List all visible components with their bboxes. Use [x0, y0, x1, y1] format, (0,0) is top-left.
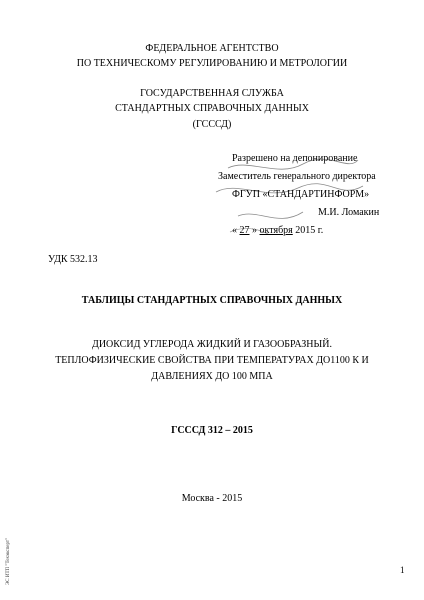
date-month: октября: [259, 225, 293, 236]
city-year: Москва - 2015: [181, 493, 243, 504]
service-line-1: ГОСУДАРСТВЕННАЯ СЛУЖБА: [140, 88, 284, 99]
date-close-quote: »: [252, 225, 257, 236]
approval-date: [210, 222, 420, 240]
approval-line-2: Заместитель генерального директора: [218, 171, 376, 182]
document-number: ГСССД 312 – 2015: [171, 425, 253, 436]
subtitle-line-3: ДАВЛЕНИЯХ ДО 100 МПА: [151, 371, 273, 382]
service-abbr: (ГСССД): [192, 119, 232, 130]
page-number: 1: [400, 565, 405, 575]
agency-line-1: ФЕДЕРАЛЬНОЕ АГЕНТСТВО: [145, 43, 279, 54]
approval-line-3: ФГУП «СТАНДАРТИНФОРМ»: [232, 189, 370, 200]
approval-signer: М.И. Ломакин: [318, 207, 380, 218]
document-title: ТАБЛИЦЫ СТАНДАРТНЫХ СПРАВОЧНЫХ ДАННЫХ: [81, 295, 343, 306]
subtitle-line-2: ТЕПЛОФИЗИЧЕСКИЕ СВОЙСТВА ПРИ ТЕМПЕРАТУРАХ ДО1100 К И: [55, 355, 369, 366]
approval-block: [210, 150, 420, 240]
udk-code: УДК 532.13: [48, 254, 98, 265]
approval-line-1: Разрешено на депонирование: [232, 153, 358, 164]
date-day: 27: [239, 225, 250, 236]
agency-line-2: ПО ТЕХНИЧЕСКОМУ РЕГУЛИРОВАНИЮ И МЕТРОЛОГИИ: [76, 58, 348, 69]
date-open-quote: «: [232, 225, 237, 236]
side-watermark: ЭС ИТП "Техэксперт": [6, 537, 11, 585]
date-year: 2015 г.: [295, 225, 324, 236]
service-line-2: СТАНДАРТНЫХ СПРАВОЧНЫХ ДАННЫХ: [115, 103, 309, 114]
subtitle-line-1: ДИОКСИД УГЛЕРОДА ЖИДКИЙ И ГАЗООБРАЗНЫЙ.: [92, 339, 332, 350]
